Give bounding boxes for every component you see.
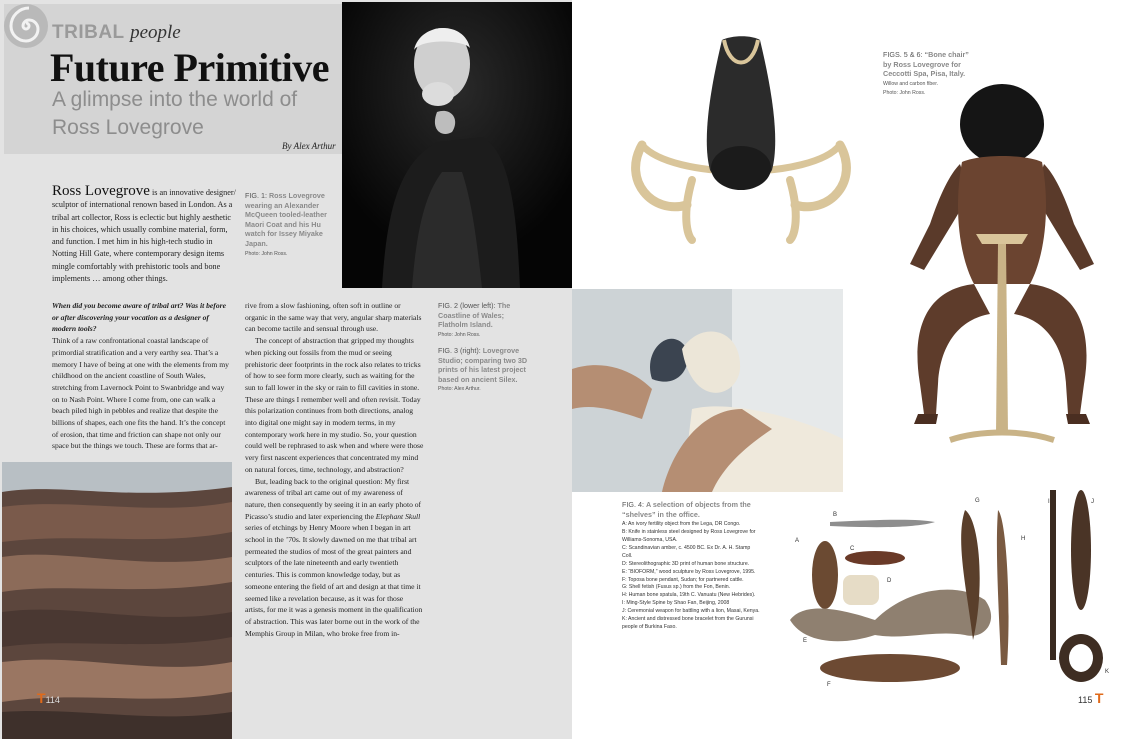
- bone-chair-photo: [612, 30, 870, 250]
- article-subtitle: A glimpse into the world of Ross Lovegrove: [52, 88, 298, 139]
- fig4-item: K: Ancient and distressed bone bracelet from the Gurunsi people of Burkina Faso.: [622, 616, 754, 630]
- fig4-item: J: Ceremonial weapon for battling with a lion, Masai, Kenya.: [622, 608, 760, 615]
- fig56-caption: FIGS. 5 & 6: “Bone chair” by Ross Lovegrove for Ceccotti Spa, Pisa, Italy. Willow and carbon fiber. Photo: John Ross.: [883, 50, 969, 97]
- object-label-h: H: [1021, 536, 1026, 542]
- object-label-b: B: [833, 512, 838, 518]
- page-mark-right: T: [1094, 690, 1104, 706]
- fig4-item: I: Ming-Style Spine by Shao Fan, Beijing, 2008: [622, 600, 730, 607]
- page-number-right: 115 T: [1078, 690, 1104, 706]
- lead-text: is an innovative designer/ sculptor of international renown based in London. As a tribal art collector, Ross is eclectic but highly aesthetic in his choices, which usually combine material, form, and function. I met him in his high-tech studio in Notting Hill Gate, where contemporary design items mingle comfortably with prehistoric tools and bone implements … among other things.: [52, 188, 236, 284]
- object-label-f: F: [827, 682, 831, 688]
- interview-question: When did you become aware of tribal art? Was it before or after discovering your vocation as a designer of modern tools?: [52, 301, 226, 334]
- fig3-caption: FIG. 3 (right): Lovegrove Studio; comparing two 3D prints of his latest project based on ancient Silex. Photo: Alex Arthur.: [438, 346, 528, 393]
- fig4-item: F: Toposa bone pendant, Sudan; for partnered cattle.: [622, 576, 744, 583]
- studio-3d-prints-photo: [572, 289, 843, 492]
- object-label-d: D: [887, 578, 892, 584]
- object-label-g: G: [975, 498, 980, 504]
- fig2-caption: FIG. 2 (lower left): The Coastline of Wales; Flatholm Island. Photo: John Ross.: [438, 301, 511, 338]
- fig4-item: D: Stereolithographic 3D print of human bone structure.: [622, 560, 750, 567]
- fig4-item: C: Scandinavian amber, c. 4500 BC. Ex Dr. A. H. Stamp Coll.: [622, 544, 751, 559]
- object-label-e: E: [803, 638, 808, 644]
- fig4-item: G: Shell fetish (Fusus sp.) from the Fon, Benin.: [622, 584, 731, 591]
- spiral-logo-icon: [2, 2, 50, 50]
- section-kicker: TRIBAL people: [52, 22, 181, 43]
- fig1-caption: FIG. 1: Ross Lovegrove wearing an Alexander McQueen tooled-leather Maori Coat and his Hu watch for Issey Miyake Japan. Photo: John Ross.: [245, 191, 327, 257]
- lead-paragraph: [52, 185, 238, 285]
- object-label-i: I: [1048, 499, 1050, 505]
- object-label-k: K: [1105, 669, 1110, 675]
- fig4-item: H: Human bone spatula, 19th C. Vanuatu (New Hebrides).: [622, 592, 756, 599]
- column-2-para-2: The concept of abstraction that gripped my thoughts when picking out fossils from the mud or seeing prehistoric deer footprints in the rock also relates to tricks of how to see form more clearly, such as waiting for the sun to fall lower in the sky or rain to fill cavities in stone. These are things I remember well and often revisit. Today this polarization continues from both directions, analog into digital one might say in modern terms, in my contemporary work here in my studio. So, your question could well be rephrased to ask when and where were those very first nascent experiences that concentrated my mind on natural forces, time, technology, and abstraction?: [245, 336, 424, 474]
- article-column-1: [52, 300, 232, 452]
- lead-name: Ross Lovegrove: [52, 183, 150, 199]
- article-column-2: [245, 300, 425, 639]
- fig4-caption: FIG. 4: A selection of objects from the “shelves” in the office. A: An ivory fertility object from the Lega, DR Congo. B: Knife in stainless steel designed by Ross Lovegrove for Williams-Sonoma, USA. C: Scandinavian amber, c. 4500 BC. Ex Dr. A. H. Stamp Coll. D: Stereolithographic 3D print of human bone structure. E: “BIOFORM,” wood sculpture by Ross Lovegrove, 1995. F: Toposa bone pendant, Sudan; for partnered cattle. G: Shell fetish (Fusus sp.) from the Fon, Benin. H: Human bone spatula, 19th C. Vanuatu (New Hebrides). I: Ming-Style Spine by Shao Fan, Beijing, 2008 J: Ceremonial weapon for battling with a lion, Masai, Kenya. K: Ancient and distressed bone bracelet from the Gurunsi people of Burkina Faso.: [622, 500, 762, 632]
- object-label-c: C: [850, 546, 855, 552]
- fig4-item-list: [622, 521, 762, 632]
- object-label-j: J: [1091, 499, 1094, 505]
- fig4-item: E: “BIOFORM,” wood sculpture by Ross Lovegrove, 1995.: [622, 568, 756, 575]
- portrait-photo: [342, 2, 572, 288]
- page-mark-left: T: [37, 690, 46, 706]
- article-title: Future Primitive: [50, 45, 329, 90]
- column-1-text: Think of a raw confrontational coastal landscape of primordial stratification and a very earthy sea. That’s a memory I have of being at one with the elements from my childhood on the ancient coastline of South Wales, stretching from Lavernock Point to Swanbridge and way on to Nash Point. Where I come from, one can walk a beach piled high in pebbles and realize that despite the billions of shapes, each one fits the hand. It’s the concept of erosion, that time and friction can shape not only our space but the things we touch. These are forms that ar-: [52, 336, 229, 451]
- column-2-para-1: rive from a slow fashioning, often soft in outline or organic in the same way that very, angular sharp materials can become tactile and sensual through use.: [245, 301, 422, 334]
- page-number-left: T114: [37, 690, 60, 706]
- kicker-italic: people: [130, 22, 181, 43]
- fig4-item: A: An ivory fertility object from the Lega, DR Congo.: [622, 521, 741, 528]
- woman-seated-on-chair-photo: [890, 84, 1110, 450]
- object-label-a: A: [795, 538, 800, 544]
- fig4-item: B: Knife in stainless steel designed by Ross Lovegrove for Williams-Sonoma, USA.: [622, 529, 756, 543]
- column-2-para-3: But, leading back to the original question: My first awareness of tribal art came out of my awareness of nature, then consequently by seeing it in an early photo of Picasso’s studio and later experiencing the Elephant Skull series of etchings by Henry Moore when I began in art school in the ’70s. It slowly dawned on me that tribal art permeated the studios of most of the great painters and sculptors of the late nineteenth and early twentieth centuries. This is common knowledge today, but as someone entering the field of art and design at that time it seemed like a revelation because, as it was for those artists, for me it was a genesis moment in the qualification of abstraction. This was later borne out in the work of the Memphis Group in Milan, who broke free from in-: [245, 476, 423, 638]
- tribal-objects-photo: [785, 470, 1115, 692]
- byline: By Alex Arthur: [282, 141, 336, 151]
